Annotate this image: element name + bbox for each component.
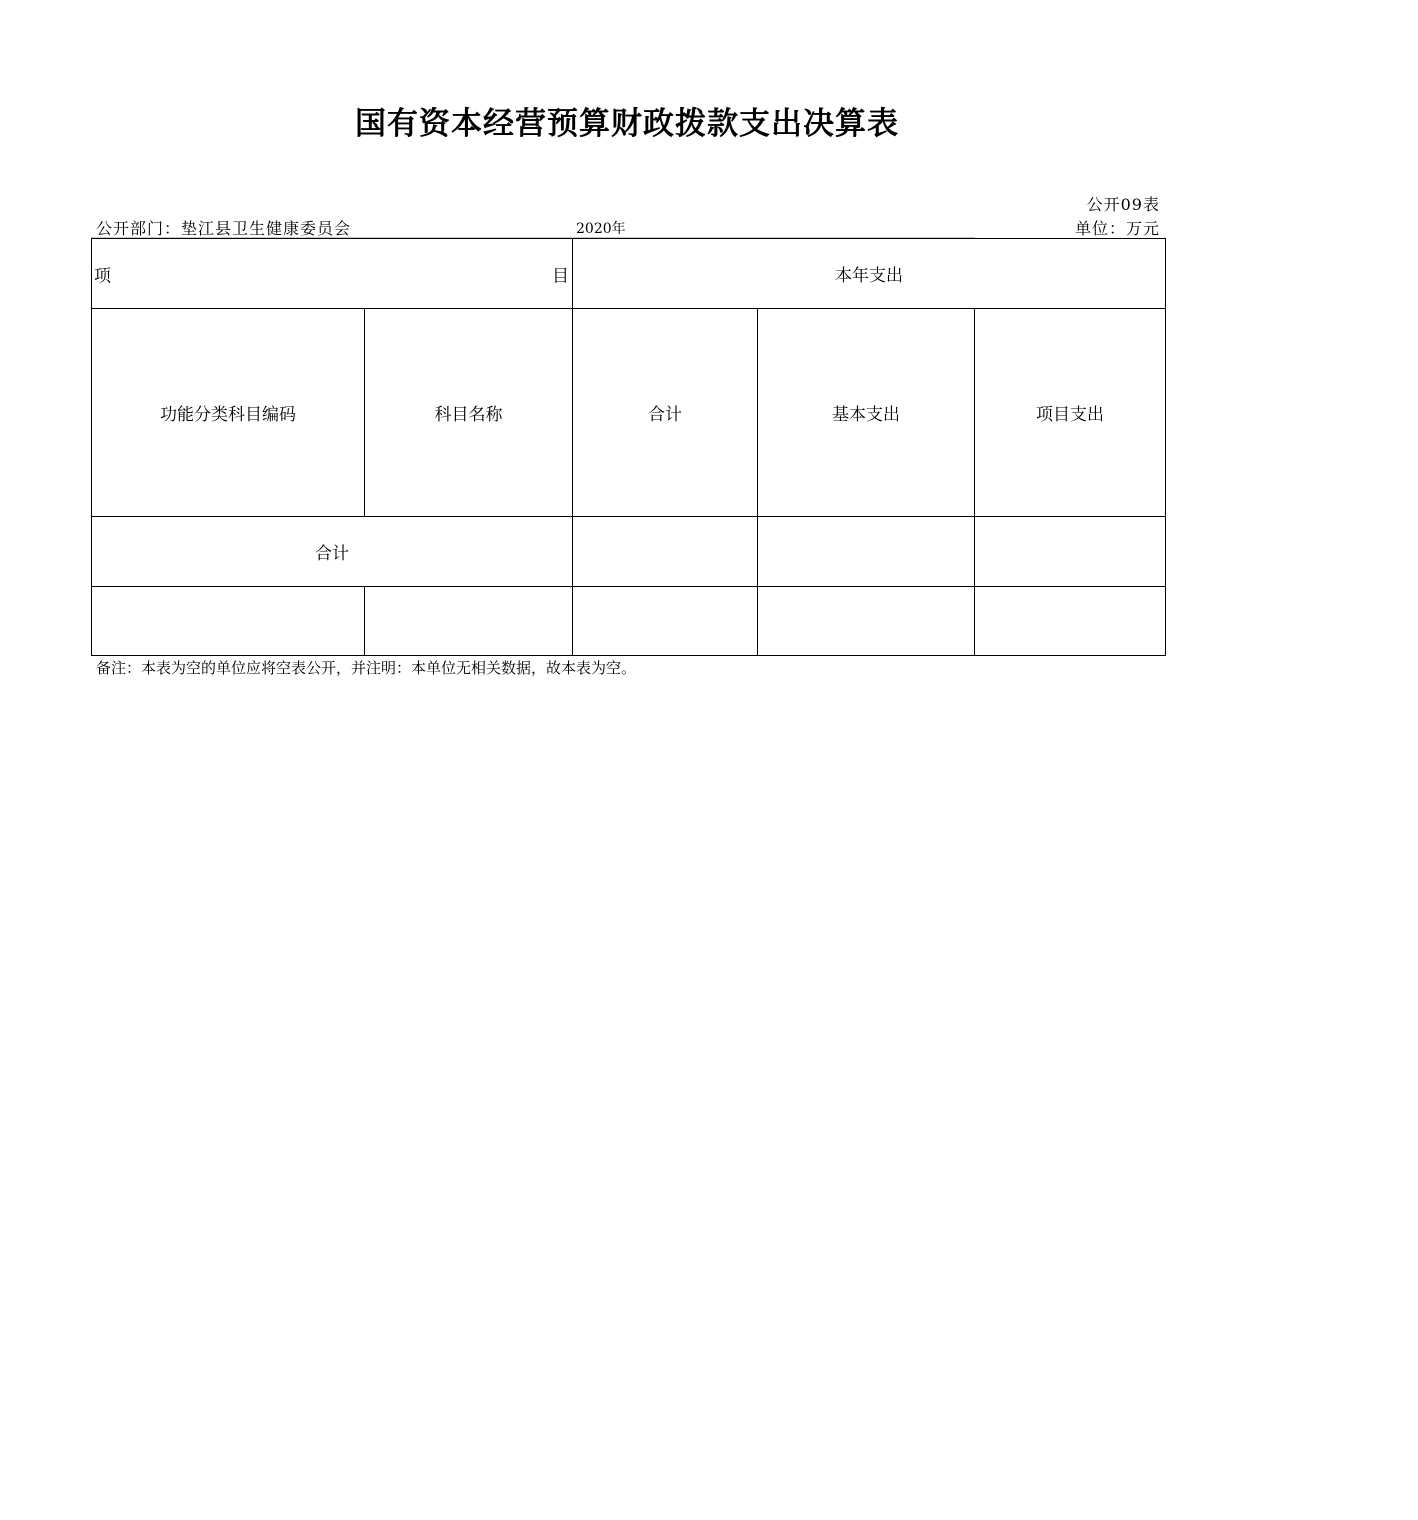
year-label: 2020年 [576,221,626,237]
table-cell [365,587,573,656]
unit-label: 单位：万元 [1074,219,1160,238]
column-header-project: 项目支出 [975,309,1166,517]
table-cell [573,587,758,656]
table-row [92,587,1166,656]
table-cell [975,587,1166,656]
total-cell [975,517,1166,587]
total-row [92,517,1166,587]
table-note: 备注：本表为空的单位应将空表公开，并注明：本单位无相关数据，故本表为空。 [96,659,637,677]
table-cell [92,587,365,656]
table-header-row-2 [92,309,1166,517]
table-cell [758,587,975,656]
total-cell [758,517,975,587]
table-header-row-1 [92,239,1166,309]
current-year-expense-header: 本年支出 [573,239,1166,309]
column-header-total: 合计 [573,309,758,517]
total-row-label: 合计 [92,517,573,587]
column-header-basic: 基本支出 [758,309,975,517]
column-header-name: 科目名称 [365,309,573,517]
page-title: 国有资本经营预算财政拨款支出决算表 [355,106,899,142]
item-header-right: 目 [552,266,569,286]
department-label: 公开部门：垫江县卫生健康委员会 [96,219,352,238]
table-number: 公开09表 [1086,195,1160,214]
expense-table [91,238,1166,656]
item-header-cell [92,239,573,309]
column-header-code: 功能分类科目编码 [92,309,365,517]
total-cell [573,517,758,587]
item-header-left: 项 [94,266,111,286]
